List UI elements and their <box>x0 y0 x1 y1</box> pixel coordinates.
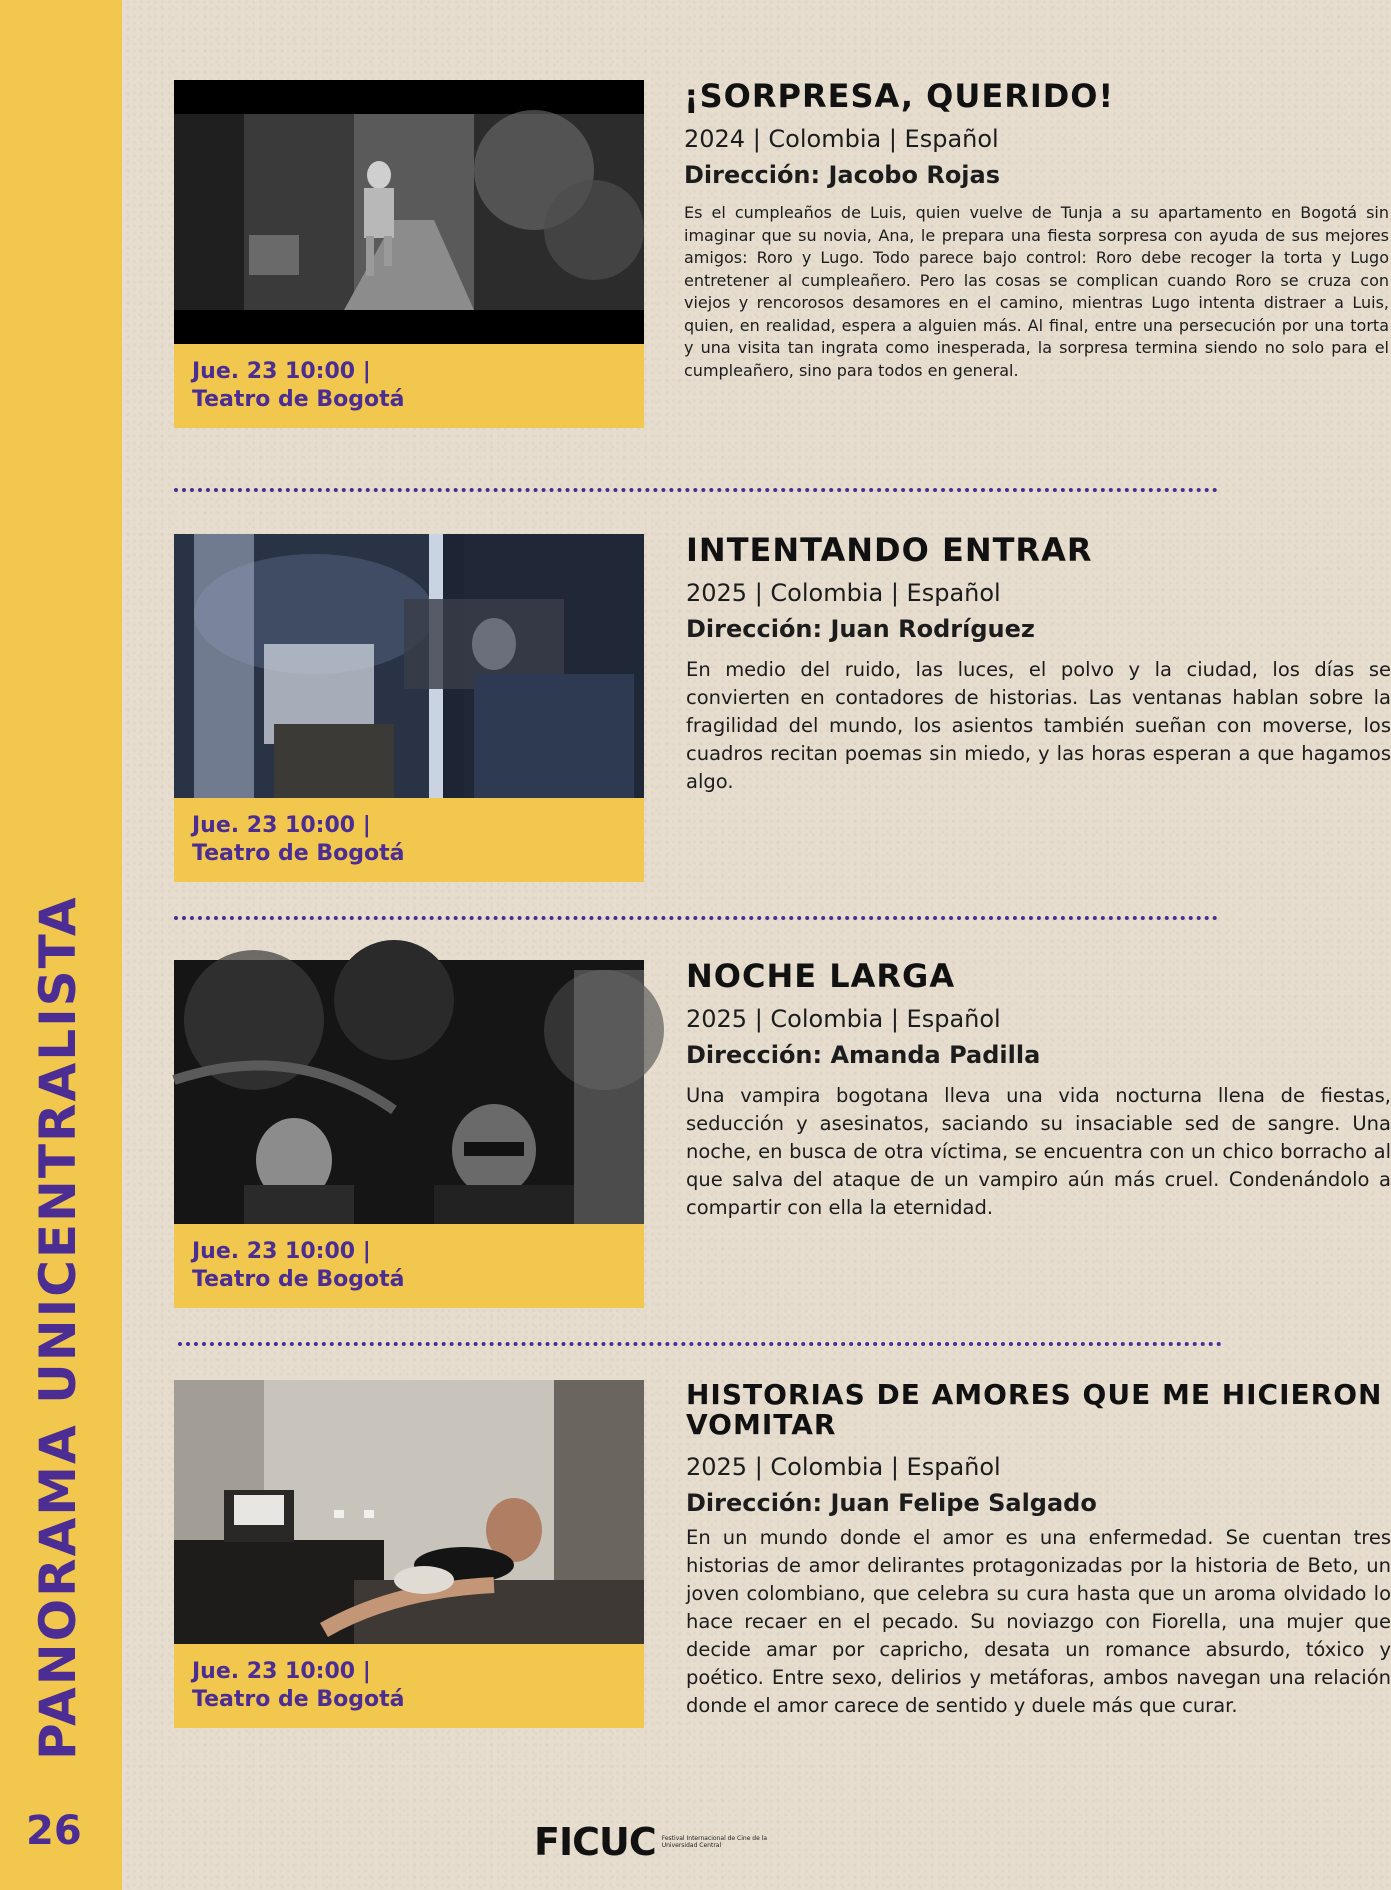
schedule-date: Jue. 23 10:00 | <box>192 1659 371 1684</box>
film-meta: 2025 | Colombia | Español <box>686 1453 1001 1481</box>
schedule-venue: Teatro de Bogotá <box>192 1267 405 1292</box>
film-media <box>174 960 644 1308</box>
film-synopsis: Una vampira bogotana lleva una vida nocturna llena de fiestas, seducción y asesinatos, saciando su insaciable sed de sangre. Una noche, en busca de otra víctima, se encuentra con un chico borracho al que salva del ataque de un vampiro aún más cruel. Condenándolo a compartir con ella la eternidad. <box>686 1084 1391 1219</box>
film-media <box>174 1380 644 1728</box>
film-schedule <box>174 1224 644 1308</box>
film-still-2 <box>174 534 644 798</box>
schedule-venue: Teatro de Bogotá <box>192 841 405 866</box>
schedule-venue: Teatro de Bogotá <box>192 1687 405 1712</box>
schedule-venue: Teatro de Bogotá <box>192 387 405 412</box>
film-media <box>174 80 644 428</box>
film-title: HISTORIAS DE AMORES QUE ME HICIERON VOMITAR <box>686 1378 1383 1441</box>
film-meta: 2024 | Colombia | Español <box>684 125 999 153</box>
film-schedule <box>174 344 644 428</box>
film-director: Dirección: Jacobo Rojas <box>684 161 1001 189</box>
film-director: Dirección: Amanda Padilla <box>686 1041 1041 1069</box>
film-director: Dirección: Juan Felipe Salgado <box>686 1489 1097 1517</box>
film-schedule <box>174 798 644 882</box>
film-title: NOCHE LARGA <box>686 957 956 995</box>
logo-subtitle: Festival Internacional de Cine de la Universidad Central <box>661 1835 768 1849</box>
film-still-4 <box>174 1380 644 1644</box>
film-info <box>686 1380 1391 1720</box>
film-director: Dirección: Juan Rodríguez <box>686 615 1035 643</box>
film-info <box>686 531 1391 796</box>
film-synopsis: En medio del ruido, las luces, el polvo y la ciudad, los días se convierten en contadores de historias. Las ventanas hablan sobre la fragilidad del mundo, los asientos también sueñan con moverse, los cuadros recitan poemas sin miedo, y las horas esperan a que hagamos algo. <box>686 658 1391 793</box>
film-still-3 <box>174 960 644 1224</box>
divider <box>174 916 1218 920</box>
film-still-1 <box>174 80 644 344</box>
film-meta: 2025 | Colombia | Español <box>686 1005 1001 1033</box>
ficuc-logo <box>534 1820 772 1864</box>
sidebar <box>0 0 122 1890</box>
film-info <box>686 957 1391 1222</box>
film-synopsis: Es el cumpleaños de Luis, quien vuelve de Tunja a su apartamento en Bogotá sin imaginar que su novia, Ana, le prepara una fiesta sorpresa con ayuda de sus mejores amigos: Roro y Lugo. Todo parece bajo control: Roro debe recoger la torta y Lugo entretener al cumpleañero. Pero las cosas se complican cuando Roro se cruza con viejos y rencorosos desamores en el camino, mientras Lugo intenta distraer a Luis, quien, en realidad, espera a alguien más. Al final, entre una persecución por una torta y una visita tan ingrata como inesperada, la sorpresa termina siendo no solo para el cumpleañero, sino para todos en general. <box>684 203 1389 380</box>
schedule-date: Jue. 23 10:00 | <box>192 1239 371 1264</box>
film-info <box>684 77 1389 382</box>
divider <box>178 1342 1222 1346</box>
section-title: PANORAMA UNICENTRALISTA <box>29 895 87 1760</box>
logo-wordmark: FICUC <box>534 1820 656 1864</box>
film-schedule <box>174 1644 644 1728</box>
film-synopsis: En un mundo donde el amor es una enfermedad. Se cuentan tres historias de amor delirantes protagonizadas por la historia de Beto, un joven colombiano, que celebra su cura hasta que un aroma olvidado lo hace recaer en el pecado. Su noviazgo con Fiorella, una mujer que decide amar por capricho, desata un romance absurdo, tóxico y poético. Entre sexo, delirios y metáforas, ambos navegan una relación donde el amor carece de sentido y duele más que curar. <box>686 1526 1391 1717</box>
film-title: INTENTANDO ENTRAR <box>686 531 1093 569</box>
film-meta: 2025 | Colombia | Español <box>686 579 1001 607</box>
film-title: ¡SORPRESA, QUERIDO! <box>684 77 1115 115</box>
schedule-date: Jue. 23 10:00 | <box>192 359 371 384</box>
film-media <box>174 534 644 882</box>
page-number: 26 <box>26 1808 82 1854</box>
schedule-date: Jue. 23 10:00 | <box>192 813 371 838</box>
divider <box>174 488 1218 492</box>
